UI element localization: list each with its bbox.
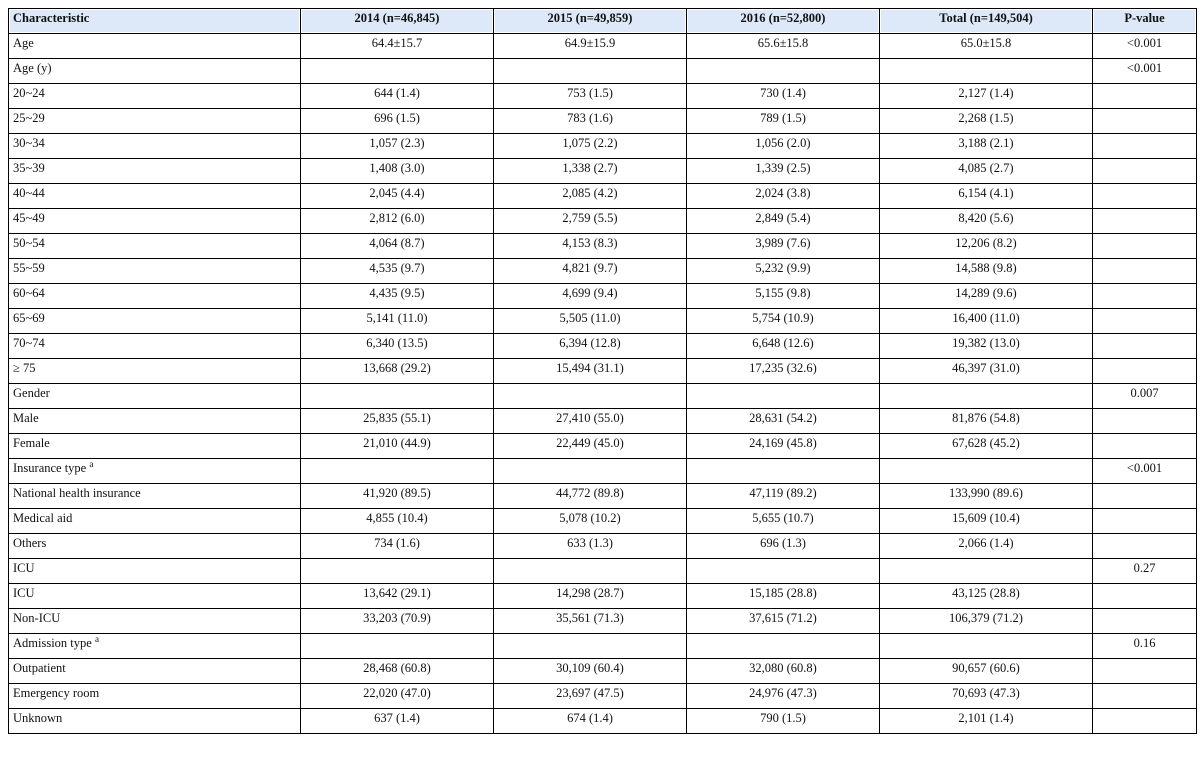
- cell-2015: 783 (1.6): [494, 109, 687, 134]
- cell-total: 12,206 (8.2): [880, 234, 1093, 259]
- cell-characteristic: [9, 509, 301, 534]
- cell-characteristic: [9, 159, 301, 184]
- row-label: Age: [13, 36, 34, 50]
- cell-2014: 2,045 (4.4): [301, 184, 494, 209]
- cell-2015: 674 (1.4): [494, 709, 687, 734]
- table-row: [9, 659, 1197, 684]
- table-row: [9, 184, 1197, 209]
- cell-2014: 5,141 (11.0): [301, 309, 494, 334]
- footnote-marker: a: [94, 634, 99, 644]
- cell-2015: 64.9±15.9: [494, 34, 687, 59]
- row-label: Gender: [13, 386, 50, 400]
- table-row: [9, 559, 1197, 584]
- cell-total: [880, 559, 1093, 584]
- cell-2016: 65.6±15.8: [687, 34, 880, 59]
- cell-2014: [301, 559, 494, 584]
- cell-p-value: [1093, 434, 1197, 459]
- cell-2014: 1,408 (3.0): [301, 159, 494, 184]
- cell-p-value: [1093, 609, 1197, 634]
- cell-characteristic: [9, 184, 301, 209]
- cell-2015: 753 (1.5): [494, 84, 687, 109]
- cell-p-value: [1093, 184, 1197, 209]
- table-row: [9, 684, 1197, 709]
- cell-2015: 4,699 (9.4): [494, 284, 687, 309]
- cell-2015: [494, 384, 687, 409]
- table-body: [9, 34, 1197, 734]
- cell-2016: 1,056 (2.0): [687, 134, 880, 159]
- row-label: 35~39: [13, 161, 45, 175]
- header-row: [9, 9, 1197, 34]
- table-row: [9, 409, 1197, 434]
- cell-2014: 22,020 (47.0): [301, 684, 494, 709]
- cell-characteristic: [9, 259, 301, 284]
- row-label: 45~49: [13, 211, 45, 225]
- cell-total: 14,289 (9.6): [880, 284, 1093, 309]
- cell-characteristic: [9, 284, 301, 309]
- cell-total: 8,420 (5.6): [880, 209, 1093, 234]
- cell-2015: 633 (1.3): [494, 534, 687, 559]
- cell-2016: 1,339 (2.5): [687, 159, 880, 184]
- cell-p-value: [1093, 109, 1197, 134]
- cell-total: [880, 384, 1093, 409]
- cell-p-value: [1093, 134, 1197, 159]
- table-row: [9, 59, 1197, 84]
- cell-2016: 5,754 (10.9): [687, 309, 880, 334]
- row-label: 30~34: [13, 136, 45, 150]
- cell-characteristic: [9, 34, 301, 59]
- cell-p-value: [1093, 309, 1197, 334]
- table-row: [9, 634, 1197, 659]
- cell-characteristic: [9, 334, 301, 359]
- cell-2015: [494, 559, 687, 584]
- footnote-marker: a: [89, 459, 94, 469]
- cell-characteristic: [9, 434, 301, 459]
- cell-total: 15,609 (10.4): [880, 509, 1093, 534]
- cell-p-value: [1093, 509, 1197, 534]
- cell-characteristic: [9, 109, 301, 134]
- cell-total: 2,066 (1.4): [880, 534, 1093, 559]
- cell-2014: 21,010 (44.9): [301, 434, 494, 459]
- row-label: Others: [13, 536, 47, 550]
- cell-total: 106,379 (71.2): [880, 609, 1093, 634]
- cell-total: 2,127 (1.4): [880, 84, 1093, 109]
- cell-2014: 25,835 (55.1): [301, 409, 494, 434]
- cell-characteristic: [9, 484, 301, 509]
- header-2014: 2014 (n=46,845): [301, 9, 494, 34]
- cell-p-value: [1093, 534, 1197, 559]
- table-row: [9, 234, 1197, 259]
- cell-p-value: [1093, 209, 1197, 234]
- cell-2014: 734 (1.6): [301, 534, 494, 559]
- table-row: [9, 534, 1197, 559]
- table-row: [9, 134, 1197, 159]
- cell-2015: [494, 634, 687, 659]
- cell-2014: 41,920 (89.5): [301, 484, 494, 509]
- cell-2016: 17,235 (32.6): [687, 359, 880, 384]
- cell-characteristic: [9, 234, 301, 259]
- cell-2015: 23,697 (47.5): [494, 684, 687, 709]
- cell-total: [880, 59, 1093, 84]
- cell-total: 6,154 (4.1): [880, 184, 1093, 209]
- cell-2014: 644 (1.4): [301, 84, 494, 109]
- row-label: Medical aid: [13, 511, 73, 525]
- cell-p-value: <0.001: [1093, 59, 1197, 84]
- cell-2015: 30,109 (60.4): [494, 659, 687, 684]
- cell-2015: 5,078 (10.2): [494, 509, 687, 534]
- cell-2015: 14,298 (28.7): [494, 584, 687, 609]
- cell-2016: 5,655 (10.7): [687, 509, 880, 534]
- cell-characteristic: [9, 584, 301, 609]
- cell-2016: [687, 384, 880, 409]
- cell-2016: 24,169 (45.8): [687, 434, 880, 459]
- cell-characteristic: [9, 384, 301, 409]
- row-label: 50~54: [13, 236, 45, 250]
- table-row: [9, 609, 1197, 634]
- cell-p-value: [1093, 584, 1197, 609]
- cell-characteristic: [9, 459, 301, 484]
- cell-2016: [687, 559, 880, 584]
- cell-2015: 5,505 (11.0): [494, 309, 687, 334]
- table-header: [9, 9, 1197, 34]
- row-label: Emergency room: [13, 686, 100, 700]
- table-row: [9, 584, 1197, 609]
- cell-2016: 730 (1.4): [687, 84, 880, 109]
- cell-2014: [301, 634, 494, 659]
- cell-2015: 15,494 (31.1): [494, 359, 687, 384]
- row-label: Admission type: [13, 636, 95, 650]
- row-label: ICU: [13, 586, 35, 600]
- row-label: 25~29: [13, 111, 45, 125]
- cell-p-value: [1093, 284, 1197, 309]
- cell-p-value: [1093, 484, 1197, 509]
- cell-characteristic: [9, 609, 301, 634]
- cell-total: 2,101 (1.4): [880, 709, 1093, 734]
- cell-2014: 4,535 (9.7): [301, 259, 494, 284]
- cell-2014: 1,057 (2.3): [301, 134, 494, 159]
- cell-p-value: [1093, 259, 1197, 284]
- cell-2015: 27,410 (55.0): [494, 409, 687, 434]
- row-label: Male: [13, 411, 39, 425]
- cell-characteristic: [9, 709, 301, 734]
- cell-characteristic: [9, 59, 301, 84]
- cell-p-value: [1093, 359, 1197, 384]
- cell-2016: 3,989 (7.6): [687, 234, 880, 259]
- cell-2016: 5,232 (9.9): [687, 259, 880, 284]
- cell-total: 81,876 (54.8): [880, 409, 1093, 434]
- row-label: Age (y): [13, 61, 52, 75]
- header-2015: 2015 (n=49,859): [494, 9, 687, 34]
- cell-p-value: [1093, 409, 1197, 434]
- cell-2014: 637 (1.4): [301, 709, 494, 734]
- cell-total: 4,085 (2.7): [880, 159, 1093, 184]
- cell-2014: 33,203 (70.9): [301, 609, 494, 634]
- cell-2016: 28,631 (54.2): [687, 409, 880, 434]
- cell-characteristic: [9, 84, 301, 109]
- cell-2016: 6,648 (12.6): [687, 334, 880, 359]
- cell-2015: 1,075 (2.2): [494, 134, 687, 159]
- header-2016: 2016 (n=52,800): [687, 9, 880, 34]
- cell-2016: 32,080 (60.8): [687, 659, 880, 684]
- cell-p-value: [1093, 159, 1197, 184]
- cell-2014: 64.4±15.7: [301, 34, 494, 59]
- row-label: 55~59: [13, 261, 45, 275]
- cell-2016: [687, 634, 880, 659]
- cell-total: 2,268 (1.5): [880, 109, 1093, 134]
- cell-total: 16,400 (11.0): [880, 309, 1093, 334]
- cell-2015: 4,153 (8.3): [494, 234, 687, 259]
- table-row: [9, 284, 1197, 309]
- cell-2016: 47,119 (89.2): [687, 484, 880, 509]
- cell-characteristic: [9, 209, 301, 234]
- table-row: [9, 509, 1197, 534]
- cell-2014: 28,468 (60.8): [301, 659, 494, 684]
- row-label: Outpatient: [13, 661, 66, 675]
- row-label: Insurance type: [13, 461, 90, 475]
- cell-2015: 2,085 (4.2): [494, 184, 687, 209]
- cell-p-value: [1093, 684, 1197, 709]
- table-row: [9, 159, 1197, 184]
- cell-characteristic: [9, 659, 301, 684]
- cell-total: 3,188 (2.1): [880, 134, 1093, 159]
- cell-2016: 24,976 (47.3): [687, 684, 880, 709]
- cell-2015: 2,759 (5.5): [494, 209, 687, 234]
- row-label: ICU: [13, 561, 35, 575]
- cell-2015: 4,821 (9.7): [494, 259, 687, 284]
- row-label: Female: [13, 436, 50, 450]
- cell-characteristic: [9, 409, 301, 434]
- cell-2014: 4,435 (9.5): [301, 284, 494, 309]
- cell-p-value: <0.001: [1093, 34, 1197, 59]
- cell-2016: [687, 459, 880, 484]
- cell-characteristic: [9, 534, 301, 559]
- cell-2014: 13,642 (29.1): [301, 584, 494, 609]
- cell-2015: [494, 59, 687, 84]
- cell-total: [880, 459, 1093, 484]
- cell-2016: 15,185 (28.8): [687, 584, 880, 609]
- row-label: 40~44: [13, 186, 45, 200]
- cell-2015: 1,338 (2.7): [494, 159, 687, 184]
- header-p-value: P-value: [1093, 9, 1197, 34]
- cell-p-value: 0.007: [1093, 384, 1197, 409]
- cell-2016: 2,849 (5.4): [687, 209, 880, 234]
- cell-p-value: [1093, 334, 1197, 359]
- table-row: [9, 484, 1197, 509]
- table-row: [9, 84, 1197, 109]
- characteristics-table: [8, 8, 1197, 734]
- row-label: National health insurance: [13, 486, 141, 500]
- cell-total: 90,657 (60.6): [880, 659, 1093, 684]
- cell-2014: 696 (1.5): [301, 109, 494, 134]
- cell-total: 14,588 (9.8): [880, 259, 1093, 284]
- row-label: 20~24: [13, 86, 45, 100]
- cell-total: 46,397 (31.0): [880, 359, 1093, 384]
- cell-2014: 6,340 (13.5): [301, 334, 494, 359]
- cell-2016: 5,155 (9.8): [687, 284, 880, 309]
- cell-p-value: <0.001: [1093, 459, 1197, 484]
- table-row: [9, 709, 1197, 734]
- row-label: Unknown: [13, 711, 63, 725]
- cell-2015: 6,394 (12.8): [494, 334, 687, 359]
- table-row: [9, 309, 1197, 334]
- cell-characteristic: [9, 359, 301, 384]
- table-row: [9, 359, 1197, 384]
- table-row: [9, 434, 1197, 459]
- cell-total: 19,382 (13.0): [880, 334, 1093, 359]
- cell-2014: [301, 384, 494, 409]
- cell-total: 70,693 (47.3): [880, 684, 1093, 709]
- cell-characteristic: [9, 684, 301, 709]
- cell-2014: 13,668 (29.2): [301, 359, 494, 384]
- cell-2014: 4,064 (8.7): [301, 234, 494, 259]
- cell-2016: 696 (1.3): [687, 534, 880, 559]
- cell-2014: [301, 459, 494, 484]
- cell-2014: [301, 59, 494, 84]
- cell-p-value: 0.27: [1093, 559, 1197, 584]
- row-label: ≥ 75: [13, 361, 36, 375]
- table-container: [8, 8, 1197, 734]
- cell-total: 67,628 (45.2): [880, 434, 1093, 459]
- cell-p-value: [1093, 234, 1197, 259]
- row-label: 60~64: [13, 286, 45, 300]
- cell-2015: 44,772 (89.8): [494, 484, 687, 509]
- cell-2016: 790 (1.5): [687, 709, 880, 734]
- cell-p-value: [1093, 709, 1197, 734]
- row-label: 65~69: [13, 311, 45, 325]
- cell-characteristic: [9, 559, 301, 584]
- header-total: Total (n=149,504): [880, 9, 1093, 34]
- cell-p-value: [1093, 84, 1197, 109]
- cell-characteristic: [9, 134, 301, 159]
- row-label: 70~74: [13, 336, 45, 350]
- cell-2016: [687, 59, 880, 84]
- cell-2014: 2,812 (6.0): [301, 209, 494, 234]
- cell-p-value: 0.16: [1093, 634, 1197, 659]
- table-row: [9, 209, 1197, 234]
- row-label: Non-ICU: [13, 611, 61, 625]
- cell-characteristic: [9, 309, 301, 334]
- cell-total: [880, 634, 1093, 659]
- cell-2015: 35,561 (71.3): [494, 609, 687, 634]
- cell-2016: 2,024 (3.8): [687, 184, 880, 209]
- header-characteristic: Characteristic: [9, 9, 301, 34]
- cell-characteristic: [9, 634, 301, 659]
- cell-2014: 4,855 (10.4): [301, 509, 494, 534]
- table-row: [9, 459, 1197, 484]
- cell-p-value: [1093, 659, 1197, 684]
- cell-total: 133,990 (89.6): [880, 484, 1093, 509]
- cell-total: 65.0±15.8: [880, 34, 1093, 59]
- table-row: [9, 109, 1197, 134]
- cell-2016: 789 (1.5): [687, 109, 880, 134]
- table-row: [9, 259, 1197, 284]
- table-row: [9, 34, 1197, 59]
- cell-2016: 37,615 (71.2): [687, 609, 880, 634]
- table-row: [9, 384, 1197, 409]
- table-row: [9, 334, 1197, 359]
- cell-2015: [494, 459, 687, 484]
- cell-2015: 22,449 (45.0): [494, 434, 687, 459]
- cell-total: 43,125 (28.8): [880, 584, 1093, 609]
